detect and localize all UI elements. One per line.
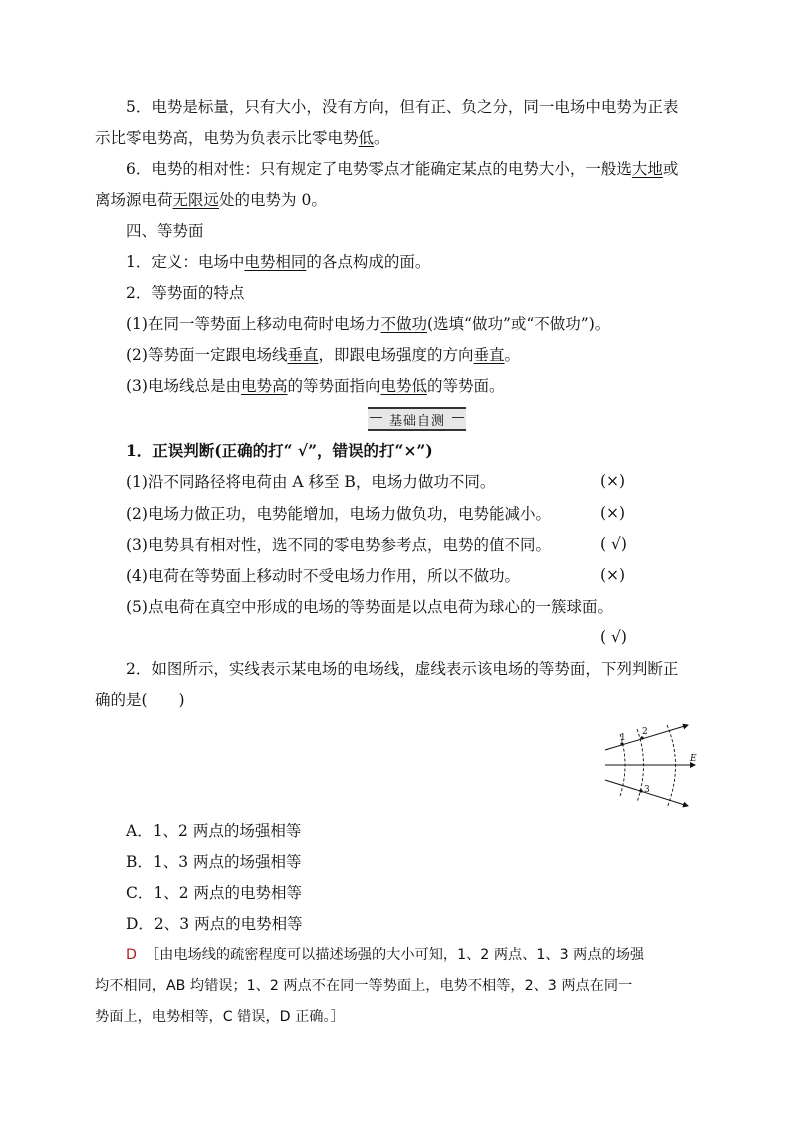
underlined-answer: 电势低 bbox=[380, 377, 428, 395]
item-text: (1)沿不同路径将电荷由 A 移至 B，电场力做功不同。 bbox=[126, 473, 496, 491]
section-banner bbox=[368, 407, 466, 431]
text: 的等势面。 bbox=[427, 377, 505, 395]
text: (2)等势面一定跟电场线 bbox=[126, 346, 288, 364]
solution-line-3: 势面上，电势相等，C 错误，D 正确。］ bbox=[95, 1009, 345, 1025]
point-6-line-2 bbox=[95, 190, 700, 210]
feature-2 bbox=[126, 345, 731, 365]
judgment-item bbox=[126, 535, 731, 555]
question-2-line-1: 2．如图所示，实线表示某电场的电场线，虚线表示该电场的等势面，下列判断正 bbox=[126, 660, 679, 678]
underlined-answer: 低 bbox=[358, 129, 375, 147]
judgment-mark: ( √) bbox=[600, 535, 627, 553]
option-b: B．1、3 两点的场强相等 bbox=[126, 853, 302, 871]
underlined-answer: 大地 bbox=[631, 160, 663, 178]
option-a: A．1、2 两点的场强相等 bbox=[126, 822, 302, 840]
judgment-mark: (×) bbox=[600, 504, 626, 522]
text: 6．电势的相对性：只有规定了电势零点才能确定某点的电势大小，一般选 bbox=[126, 160, 632, 178]
solution-line-1 bbox=[126, 945, 731, 965]
text: 的等势面指向 bbox=[287, 377, 381, 395]
judgment-mark: (×) bbox=[600, 566, 626, 584]
text: 1．定义：电场中 bbox=[126, 253, 245, 271]
text: (选填“做功”或“不做功”)。 bbox=[426, 315, 611, 333]
judgment-item bbox=[126, 504, 731, 524]
solution-line-2: 均不相同，AB 均错误；1、2 两点不在同一等势面上，电势不相等，2、3 两点在同一 bbox=[95, 978, 633, 994]
point-6-line-1 bbox=[126, 159, 731, 179]
field-label-e: E bbox=[690, 754, 697, 764]
solution-text: ［由电场线的疏密程度可以描述场强的大小可知，1、2 两点、1、3 两点的场强 bbox=[144, 947, 645, 963]
underlined-answer: 不做功 bbox=[380, 315, 427, 333]
question-1-title: 1．正误判断(正确的打“ √”，错误的打“×”) bbox=[126, 441, 433, 460]
text: 离场源电荷 bbox=[95, 191, 173, 209]
point-marker bbox=[639, 789, 642, 792]
feature-3 bbox=[126, 376, 731, 396]
option-d: D．2、3 两点的电势相等 bbox=[126, 915, 303, 933]
option-c: C．1、2 两点的电势相等 bbox=[126, 884, 303, 902]
text: ，即跟电场强度的方向 bbox=[318, 346, 474, 364]
underlined-answer: 垂直 bbox=[287, 346, 319, 364]
judgment-mark: ( √) bbox=[600, 628, 627, 646]
text: 处的电势为 0。 bbox=[219, 191, 327, 209]
definition bbox=[126, 252, 731, 272]
point-label-2: 2 bbox=[642, 727, 648, 737]
judgment-mark: (×) bbox=[600, 472, 626, 490]
point-5-line-2 bbox=[95, 128, 700, 148]
judgment-item bbox=[126, 472, 731, 492]
judgment-item bbox=[126, 566, 731, 586]
underlined-answer: 垂直 bbox=[473, 346, 505, 364]
item-text: (4)电荷在等势面上移动时不受电场力作用，所以不做功。 bbox=[126, 567, 520, 585]
point-5-line-1: 5．电势是标量，只有大小，没有方向，但有正、负之分，同一电场中电势为正表 bbox=[126, 98, 679, 116]
text: 示比零电势高，电势为负表示比零电势 bbox=[95, 129, 359, 147]
item-text: (2)电场力做正功，电势能增加，电场力做负功，电势能减小。 bbox=[126, 505, 551, 523]
electric-field-figure bbox=[600, 722, 710, 812]
underlined-answer: 电势高 bbox=[240, 377, 288, 395]
banner-label: 基础自测 bbox=[388, 413, 445, 429]
judgment-item bbox=[126, 597, 731, 617]
point-label-3: 3 bbox=[644, 785, 650, 795]
text: 的各点构成的面。 bbox=[306, 253, 431, 271]
underlined-answer: 电势相同 bbox=[244, 253, 307, 271]
text: 。 bbox=[504, 346, 521, 364]
question-2-line-2: 确的是( ) bbox=[95, 691, 185, 709]
feature-1 bbox=[126, 314, 731, 334]
item-text: (3)电势具有相对性，选不同的零电势参考点，电势的值不同。 bbox=[126, 536, 551, 554]
text: 。 bbox=[374, 129, 390, 147]
underlined-answer: 无限远 bbox=[172, 191, 220, 209]
answer-letter: D bbox=[126, 947, 137, 963]
equipotential-surface bbox=[667, 725, 676, 808]
text: 或 bbox=[662, 160, 679, 178]
item-text: (5)点电荷在真空中形成的电场的等势面是以点电荷为球心的一簇球面。 bbox=[126, 598, 613, 616]
features-title: 2．等势面的特点 bbox=[126, 284, 245, 302]
point-label-1: 1 bbox=[620, 733, 626, 743]
section-heading: 四、等势面 bbox=[126, 222, 204, 240]
text: (1)在同一等势面上移动电荷时电场力 bbox=[126, 315, 381, 333]
text: (3)电场线总是由 bbox=[126, 377, 241, 395]
